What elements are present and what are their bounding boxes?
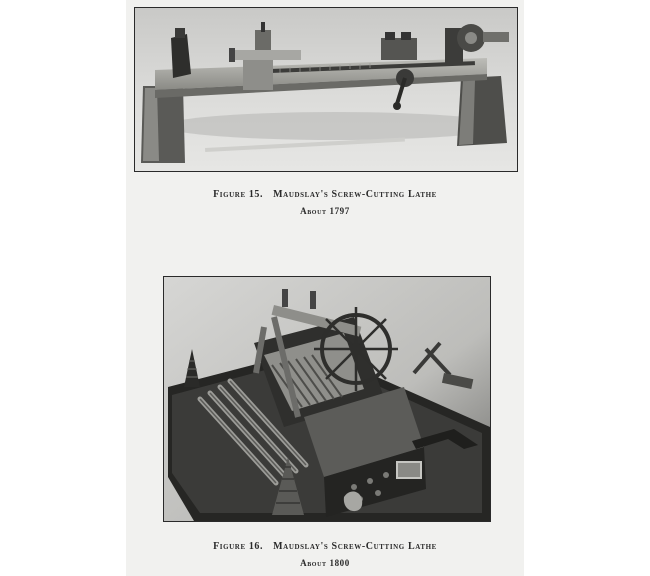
lathe-1797-illustration — [135, 8, 517, 171]
figure-16-date: About 1800 — [300, 558, 350, 568]
figure-15-title: Maudslay's Screw-Cutting Lathe — [273, 189, 437, 200]
figure-15-number: Figure 15. — [213, 189, 264, 200]
book-page — [126, 0, 524, 576]
figure-15-date: About 1797 — [300, 206, 350, 216]
figure-16-photo — [163, 276, 491, 522]
figure-15-photo — [134, 7, 518, 172]
figure-16-number: Figure 16. — [213, 541, 264, 552]
figure-15-caption — [126, 189, 524, 200]
figure-16-title: Maudslay's Screw-Cutting Lathe — [273, 541, 437, 552]
lathe-1800-illustration — [164, 277, 490, 521]
figure-16-caption — [126, 541, 524, 552]
